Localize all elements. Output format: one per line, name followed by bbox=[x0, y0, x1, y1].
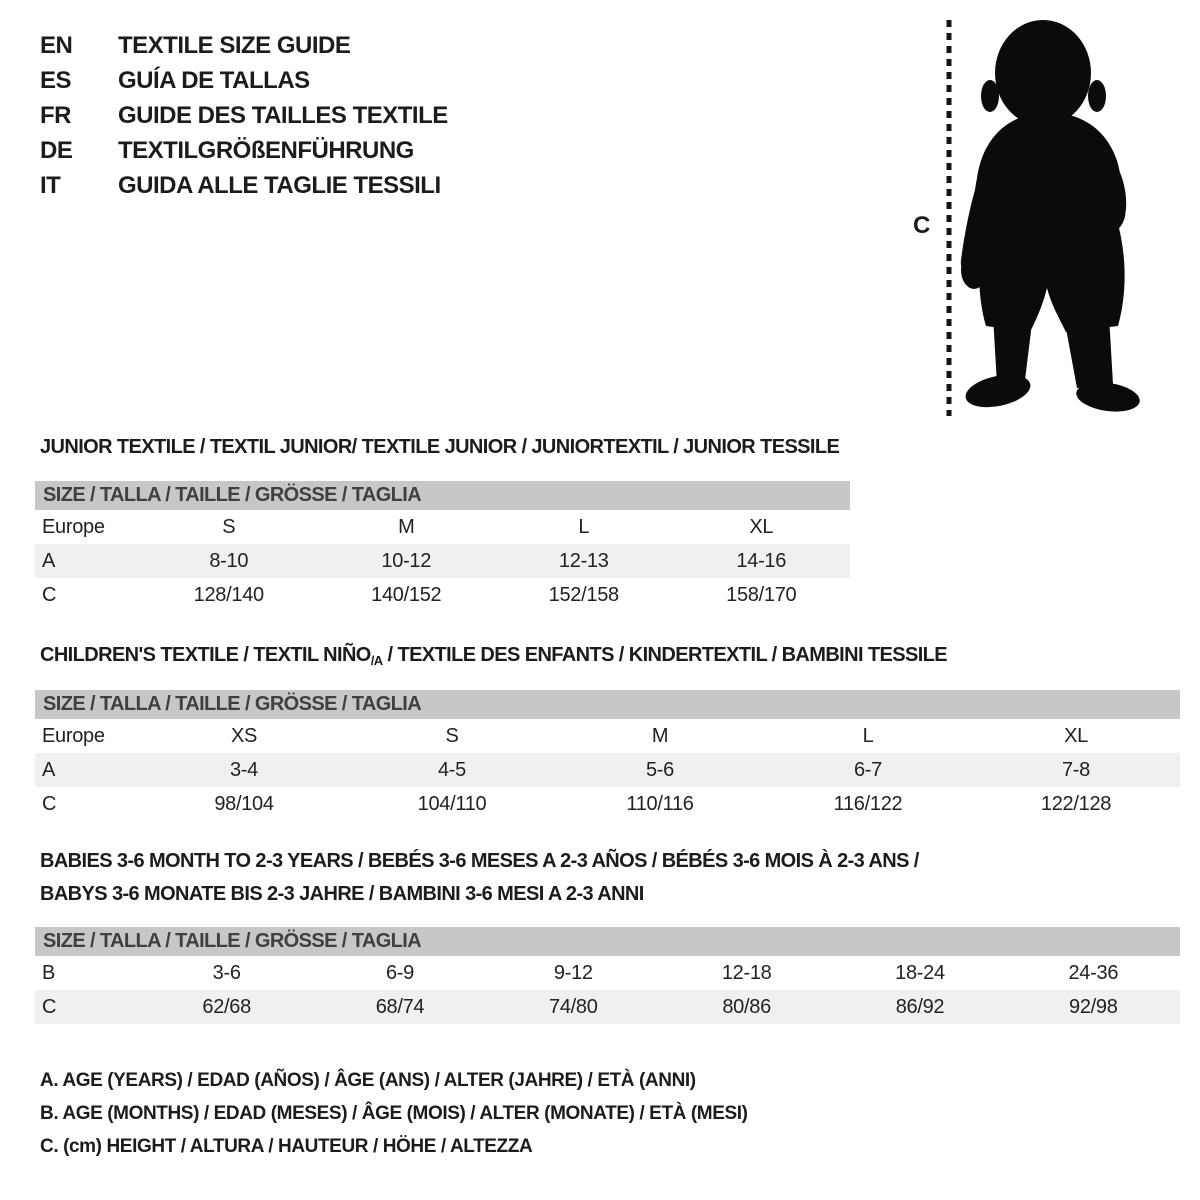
table-row bbox=[35, 787, 1180, 821]
size-cell: 8-10 bbox=[209, 549, 249, 572]
size-cell: 158/170 bbox=[726, 583, 797, 606]
size-cell: 116/122 bbox=[833, 792, 903, 815]
footnote-a: A. AGE (YEARS) / EDAD (AÑOS) / ÂGE (ANS) / ALTER (JAHRE) / ETÀ (ANNI) bbox=[40, 1070, 696, 1091]
size-cell: 10-12 bbox=[381, 549, 432, 572]
children-title-prefix: CHILDREN'S TEXTILE / TEXTIL NIÑO bbox=[40, 644, 371, 666]
measure-c-label: C bbox=[913, 212, 931, 239]
size-cell: 152/158 bbox=[548, 583, 619, 606]
babies-section-title-line1: BABIES 3-6 MONTH TO 2-3 YEARS / BEBÉS 3-6 MESES A 2-3 AÑOS / BÉBÉS 3-6 MOIS À 2-3 ANS / bbox=[40, 850, 919, 872]
footnote-b: B. AGE (MONTHS) / EDAD (MESES) / ÂGE (MOIS) / ALTER (MONATE) / ETÀ (MESI) bbox=[40, 1103, 748, 1124]
size-cell: 3-4 bbox=[229, 758, 258, 781]
size-cell: L bbox=[578, 515, 590, 538]
size-cell: 6-7 bbox=[853, 758, 882, 781]
size-cell: 18-24 bbox=[895, 961, 945, 984]
size-cell: 128/140 bbox=[193, 583, 264, 606]
guide-title: TEXTILGRÖßENFÜHRUNG bbox=[118, 136, 414, 164]
language-row bbox=[40, 98, 448, 133]
size-cell: 92/98 bbox=[1069, 995, 1118, 1018]
size-cell: 68/74 bbox=[375, 995, 425, 1018]
children-size-table bbox=[35, 719, 1180, 821]
row-label: B bbox=[42, 961, 56, 984]
table-row bbox=[35, 753, 1180, 787]
children-size-header-bar: SIZE / TALLA / TAILLE / GRÖSSE / TAGLIA bbox=[35, 690, 1180, 719]
row-label: C bbox=[42, 583, 57, 606]
size-cell: 86/92 bbox=[895, 995, 945, 1018]
row-label: A bbox=[42, 549, 56, 572]
guide-title: GUIDE DES TAILLES TEXTILE bbox=[118, 101, 448, 129]
size-cell: 14-16 bbox=[736, 549, 787, 572]
size-cell: L bbox=[862, 724, 874, 747]
language-row bbox=[40, 168, 448, 203]
table-row bbox=[35, 956, 1180, 990]
size-cell: M bbox=[398, 515, 415, 538]
legend-footnotes bbox=[40, 1070, 748, 1169]
guide-title: TEXTILE SIZE GUIDE bbox=[118, 31, 351, 59]
guide-title: GUÍA DE TALLAS bbox=[118, 66, 310, 94]
size-cell: 62/68 bbox=[202, 995, 251, 1018]
size-cell: 80/86 bbox=[722, 995, 771, 1018]
language-row bbox=[40, 63, 448, 98]
size-cell: 110/116 bbox=[626, 792, 694, 815]
table-row bbox=[35, 990, 1180, 1024]
size-cell: 7-8 bbox=[1061, 758, 1090, 781]
size-cell: S bbox=[445, 724, 459, 747]
language-title-list bbox=[40, 28, 448, 203]
babies-size-header-bar: SIZE / TALLA / TAILLE / GRÖSSE / TAGLIA bbox=[35, 927, 1180, 956]
children-section-title bbox=[40, 644, 947, 667]
language-row bbox=[40, 28, 448, 63]
size-cell: 12-13 bbox=[558, 549, 609, 572]
row-label: C bbox=[42, 995, 57, 1018]
toddler-silhouette-icon bbox=[959, 16, 1151, 420]
language-code: DE bbox=[40, 136, 73, 164]
size-cell: S bbox=[222, 515, 236, 538]
footnote-c: C. (cm) HEIGHT / ALTURA / HAUTEUR / HÖHE / ALTEZZA bbox=[40, 1136, 533, 1157]
size-cell: 9-12 bbox=[553, 961, 593, 984]
size-cell: 3-6 bbox=[212, 961, 241, 984]
table-row bbox=[35, 510, 850, 544]
size-cell: XL bbox=[1064, 724, 1088, 747]
row-label: C bbox=[42, 792, 57, 815]
size-cell: 140/152 bbox=[371, 583, 442, 606]
language-code: ES bbox=[40, 66, 72, 94]
babies-section-title-line2: BABYS 3-6 MONATE BIS 2-3 JAHRE / BAMBINI 3-6 MESI A 2-3 ANNI bbox=[40, 883, 644, 905]
size-cell: 98/104 bbox=[214, 792, 274, 815]
size-cell: 104/110 bbox=[417, 792, 487, 815]
table-row bbox=[35, 578, 850, 612]
children-title-sub: /A bbox=[370, 653, 383, 668]
row-label: A bbox=[42, 758, 56, 781]
row-label: Europe bbox=[42, 724, 105, 747]
size-cell: 4-5 bbox=[437, 758, 466, 781]
language-code: EN bbox=[40, 31, 73, 59]
babies-size-table bbox=[35, 956, 1180, 1024]
junior-size-table bbox=[35, 510, 850, 612]
language-row bbox=[40, 133, 448, 168]
language-code: FR bbox=[40, 101, 71, 129]
size-cell: 12-18 bbox=[721, 961, 772, 984]
size-cell: 24-36 bbox=[1068, 961, 1119, 984]
size-cell: 74/80 bbox=[549, 995, 598, 1018]
size-cell: M bbox=[651, 724, 669, 747]
size-cell: XS bbox=[230, 724, 258, 747]
size-cell: 5-6 bbox=[645, 758, 674, 781]
height-measure-figure bbox=[905, 14, 1155, 426]
size-cell: 6-9 bbox=[385, 961, 414, 984]
junior-section-title: JUNIOR TEXTILE / TEXTIL JUNIOR/ TEXTILE JUNIOR / JUNIORTEXTIL / JUNIOR TESSILE bbox=[40, 436, 840, 458]
guide-title: GUIDA ALLE TAGLIE TESSILI bbox=[118, 171, 441, 199]
children-title-suffix: / TEXTILE DES ENFANTS / KINDERTEXTIL / BAMBINI TESSILE bbox=[382, 644, 948, 666]
table-row bbox=[35, 544, 850, 578]
table-row bbox=[35, 719, 1180, 753]
size-cell: 122/128 bbox=[1040, 792, 1112, 815]
junior-size-header-bar: SIZE / TALLA / TAILLE / GRÖSSE / TAGLIA bbox=[35, 481, 850, 510]
row-label: Europe bbox=[42, 515, 105, 538]
size-cell: XL bbox=[749, 515, 774, 538]
dashed-height-line-icon bbox=[945, 18, 953, 418]
language-code: IT bbox=[40, 171, 61, 199]
